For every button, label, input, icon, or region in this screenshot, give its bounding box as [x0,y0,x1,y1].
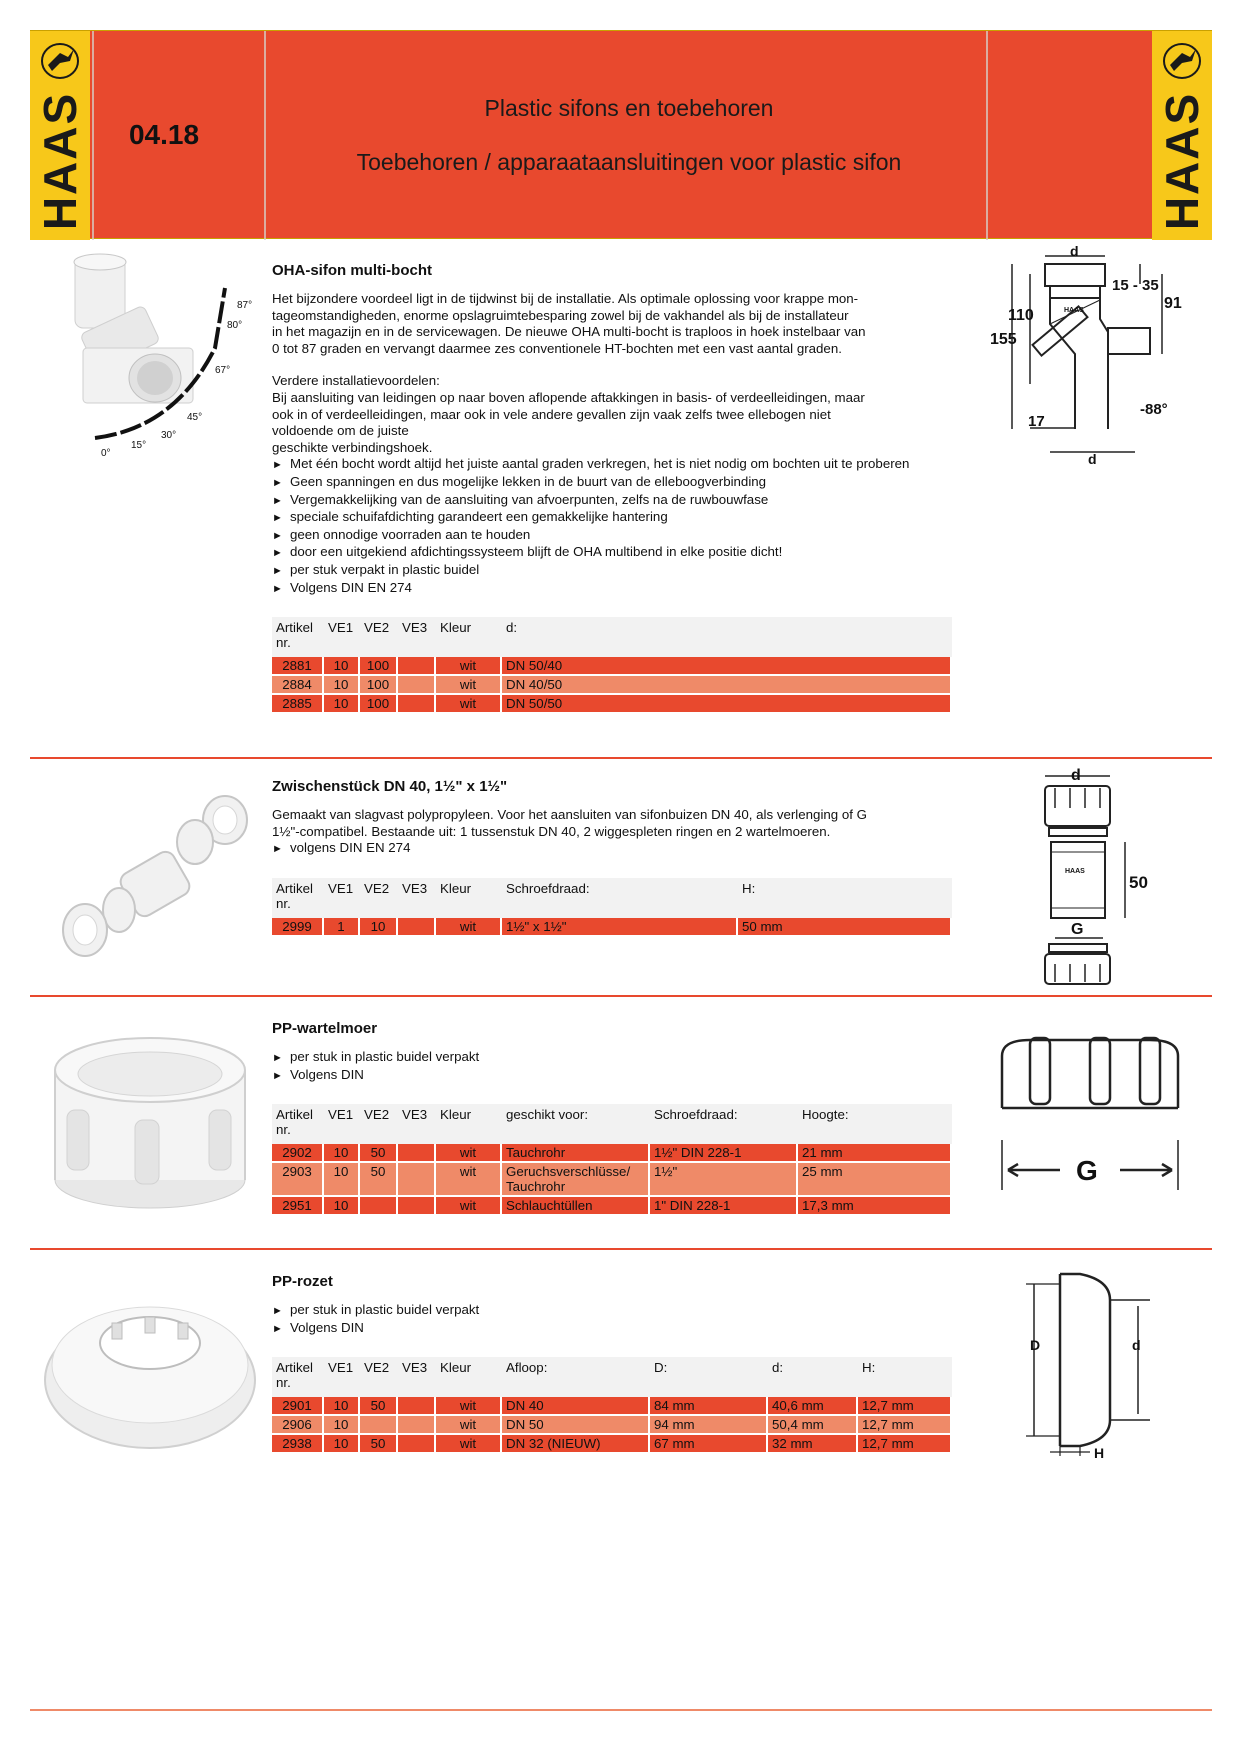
haas-brand-text: HAAS [34,91,86,231]
table-cell: DN 40 [502,1397,650,1416]
table-cell: 1" DIN 228-1 [650,1197,798,1216]
table-cell: 10 [324,657,360,676]
dimension-label: d [1071,768,1081,784]
table-cell [398,918,436,937]
oha-multibend-drawing [990,244,1190,466]
table-cell: Schlauchtüllen [502,1197,650,1216]
table-cell [398,1416,436,1435]
dimension-label: 110 [1008,307,1034,324]
table-cell [398,1435,436,1454]
table-cell: 10 [324,1397,360,1416]
table-cell: 32 mm [768,1435,858,1454]
column-header: VE1 [324,1104,360,1144]
table-cell: 10 [360,918,398,937]
table-cell: 10 [324,1435,360,1454]
feature-list [272,1302,952,1337]
table-row [272,657,952,676]
wartelmoer-photo [45,1030,255,1210]
table-cell: 10 [324,676,360,695]
column-header: geschikt voor: [502,1104,650,1144]
dimension-label: -88° [1140,401,1168,418]
feature-list [272,1049,952,1084]
column-header: VE2 [360,1357,398,1397]
table-cell: 50 [360,1144,398,1163]
product-extra: Verdere installatievoordelen: Bij aansluiting van leidingen op naar boven aflopende aftakkingen in basis- of verdeelleidingen, maar ook in of verdeelleidingen, maar ook in vele andere gevallen zijn vaak zelfs twee ellebogen niet voldoende om de juiste geschikte verbindingshoek. [272,373,865,455]
table-cell: 40,6 mm [768,1397,858,1416]
column-header: VE3 [398,617,436,657]
table-cell: 25 mm [798,1163,952,1197]
table-cell: 12,7 mm [858,1416,952,1435]
list-item: ► speciale schuifafdichting garandeert een gemakkelijke hantering [272,509,952,527]
table-cell: 2906 [272,1416,324,1435]
column-header: Artikel nr. [272,1357,324,1397]
table-cell: 1½" DIN 228-1 [650,1144,798,1163]
haas-logo-left [30,31,90,240]
header-divider [986,31,988,240]
list-item: ► geen onnodige voorraden aan te houden [272,527,952,545]
column-header: d: [502,617,952,657]
feature-list [272,456,952,597]
table-cell: 50,4 mm [768,1416,858,1435]
table-cell: 100 [360,676,398,695]
table-cell: 50 [360,1435,398,1454]
table-cell: wit [436,1416,502,1435]
table-cell: wit [436,676,502,695]
section-divider [30,1248,1212,1250]
table-cell: DN 50 [502,1416,650,1435]
column-header: VE3 [398,878,436,918]
column-header: VE1 [324,878,360,918]
haas-bird-icon [1160,41,1204,81]
table-cell: 2901 [272,1397,324,1416]
angle-label: 80° [227,320,243,331]
table-row [272,1397,952,1416]
dimension-label: d [1070,244,1079,259]
column-header: Artikel nr. [272,617,324,657]
list-item: ► Met één bocht wordt altijd het juiste aantal graden verkregen, het is niet nodig om bochten uit te proberen [272,456,952,474]
table-cell: 10 [324,1144,360,1163]
column-header: Kleur [436,1357,502,1397]
table-cell: wit [436,1397,502,1416]
table-cell: 1½" x 1½" [502,918,738,937]
dimension-label: 155 [990,331,1017,348]
table-cell: 1½" [650,1163,798,1197]
article-table [272,617,952,714]
angle-label: 0° [101,448,111,459]
table-cell: 10 [324,1416,360,1435]
table-cell: 2938 [272,1435,324,1454]
table-cell: 2902 [272,1144,324,1163]
product-title: Zwischenstück DN 40, 1½" x 1½" [272,778,508,795]
table-cell: 50 mm [738,918,952,937]
table-cell [398,1163,436,1197]
column-header: VE3 [398,1357,436,1397]
table-cell: 1 [324,918,360,937]
table-row [272,676,952,695]
zwischenstueck-photo [45,780,260,960]
column-header: d: [768,1357,858,1397]
column-header: Kleur [436,617,502,657]
dimension-label: H [1094,1445,1105,1460]
haas-logo-right [1152,31,1212,240]
table-row [272,1416,952,1435]
table-row [272,1197,952,1216]
column-header: D: [650,1357,768,1397]
page-header [30,30,1212,239]
table-cell: 17,3 mm [798,1197,952,1216]
table-cell: wit [436,1144,502,1163]
table-row [272,1144,952,1163]
page-code: 04.18 [128,119,200,150]
table-cell: DN 32 (NIEUW) [502,1435,650,1454]
column-header: Afloop: [502,1357,650,1397]
table-cell: wit [436,1435,502,1454]
header-divider [264,31,266,240]
table-cell: 2884 [272,676,324,695]
table-cell [398,1197,436,1216]
section-divider [30,995,1212,997]
column-header: VE3 [398,1104,436,1144]
dimension-label: 17 [1028,413,1045,430]
rozet-photo [40,1285,260,1455]
table-cell: 12,7 mm [858,1397,952,1416]
table-cell: 2999 [272,918,324,937]
column-header: VE1 [324,1357,360,1397]
list-item: ► per stuk verpakt in plastic buidel [272,562,952,580]
feature-list [272,840,952,858]
table-cell [398,676,436,695]
product-intro: Gemaakt van slagvast polypropyleen. Voor het aansluiten van sifonbuizen DN 40, als verlenging of G 1½"-compatibel. Bestaande uit: 1 tussenstuk DN 40, 2 wiggespleten ringen en 2 wartelmoeren. [272,807,868,839]
table-cell [360,1416,398,1435]
list-item: ► Vergemakkelijking van de aansluiting van afvoerpunten, zelfs na de ruwbouwfase [272,492,952,510]
product-intro: Het bijzondere voordeel ligt in de tijdwinst bij de installatie. Als optimale oplossing voor krappe mon- tageomstandigheden, enorme opslagruimtebesparing zowel bij de vakhandel als bij de installateur in het magazijn en in de servicewagen. De nieuwe OHA multi-bocht is traploos in hoek instelbaar van 0 tot 87 graden en vervangt daarmee zes conventionele HT-bochten met een vast aantal graden. [272,291,866,356]
dimension-label: d [1132,1337,1141,1353]
table-cell: DN 50/50 [502,695,952,714]
column-header: H: [738,878,952,918]
drawing-logo: HAAS [1064,307,1084,314]
table-cell [398,1397,436,1416]
column-header: VE2 [360,878,398,918]
table-cell: Geruchsverschlüsse/ Tauchrohr [502,1163,650,1197]
list-item: ► Volgens DIN EN 274 [272,580,952,598]
wartelmoer-drawing [990,1030,1190,1220]
table-cell: 21 mm [798,1144,952,1163]
table-cell: DN 50/40 [502,657,952,676]
table-cell: wit [436,657,502,676]
table-row [272,1163,952,1197]
table-cell [398,695,436,714]
list-item: ► per stuk in plastic buidel verpakt [272,1302,952,1320]
angle-label: 15° [131,440,147,451]
angle-label: 87° [237,300,253,311]
column-header: H: [858,1357,952,1397]
haas-bird-icon [38,41,82,81]
dimension-label: 50 [1129,873,1148,892]
footer-divider [30,1709,1212,1711]
table-cell: 10 [324,1163,360,1197]
product-zwischenstueck [272,778,952,937]
list-item: ► door een uitgekiend afdichtingssysteem blijft de OHA multibend in elke positie dicht! [272,544,952,562]
product-rozet [272,1273,952,1454]
dimension-label: D [1030,1337,1041,1353]
table-cell: wit [436,1197,502,1216]
list-item: ► Volgens DIN [272,1320,952,1338]
table-cell: 50 [360,1163,398,1197]
table-cell [398,1144,436,1163]
product-title: OHA-sifon multi-bocht [272,262,432,279]
list-item: ► Geen spanningen en dus mogelijke lekken in de buurt van de elleboogverbinding [272,474,952,492]
column-header: Kleur [436,878,502,918]
column-header: VE2 [360,617,398,657]
product-oha-multibend [272,262,952,714]
angle-label: 45° [187,412,203,423]
table-cell [360,1197,398,1216]
section-divider [30,757,1212,759]
dimension-label: G [1076,1155,1098,1186]
dimension-label: 15 - 35 [1112,277,1159,294]
column-header: Schroefdraad: [502,878,738,918]
page-subtitle: Toebehoren / apparaataansluitingen voor plastic sifon [356,149,902,175]
product-title: PP-wartelmoer [272,1020,378,1037]
table-cell: 50 [360,1397,398,1416]
zwischenstueck-drawing [1035,768,1155,986]
column-header: Hoogte: [798,1104,952,1144]
drawing-logo: HAAS [1065,868,1085,875]
dimension-label: 91 [1164,295,1182,312]
table-cell: 2903 [272,1163,324,1197]
table-cell: 10 [324,1197,360,1216]
column-header: Artikel nr. [272,1104,324,1144]
page-title: Plastic sifons en toebehoren [484,95,774,121]
dimension-label: G [1071,921,1084,938]
column-header: VE2 [360,1104,398,1144]
table-row [272,695,952,714]
table-cell: 100 [360,695,398,714]
table-cell: 12,7 mm [858,1435,952,1454]
table-cell: 2885 [272,695,324,714]
oha-multibend-photo [55,248,255,466]
table-cell: 67 mm [650,1435,768,1454]
article-table [272,878,952,937]
column-header: Kleur [436,1104,502,1144]
column-header: Artikel nr. [272,878,324,918]
list-item: ► per stuk in plastic buidel verpakt [272,1049,952,1067]
dimension-label: d [1088,451,1097,466]
table-cell: Tauchrohr [502,1144,650,1163]
table-cell: 84 mm [650,1397,768,1416]
rozet-drawing [1020,1270,1170,1460]
article-table [272,1104,952,1216]
haas-brand-text: HAAS [1156,91,1208,231]
angle-label: 67° [215,365,231,376]
table-cell: wit [436,1163,502,1197]
table-cell: 2881 [272,657,324,676]
table-cell: 2951 [272,1197,324,1216]
table-row [272,918,952,937]
table-row [272,1435,952,1454]
table-cell: wit [436,695,502,714]
product-wartelmoer [272,1020,952,1216]
table-cell: 10 [324,695,360,714]
product-title: PP-rozet [272,1273,333,1290]
table-cell [398,657,436,676]
column-header: Schroefdraad: [650,1104,798,1144]
table-cell: 94 mm [650,1416,768,1435]
article-table [272,1357,952,1454]
column-header: VE1 [324,617,360,657]
list-item: ► Volgens DIN [272,1067,952,1085]
table-cell: wit [436,918,502,937]
angle-label: 30° [161,430,177,441]
list-item: ► volgens DIN EN 274 [272,840,952,858]
table-cell: DN 40/50 [502,676,952,695]
table-cell: 100 [360,657,398,676]
